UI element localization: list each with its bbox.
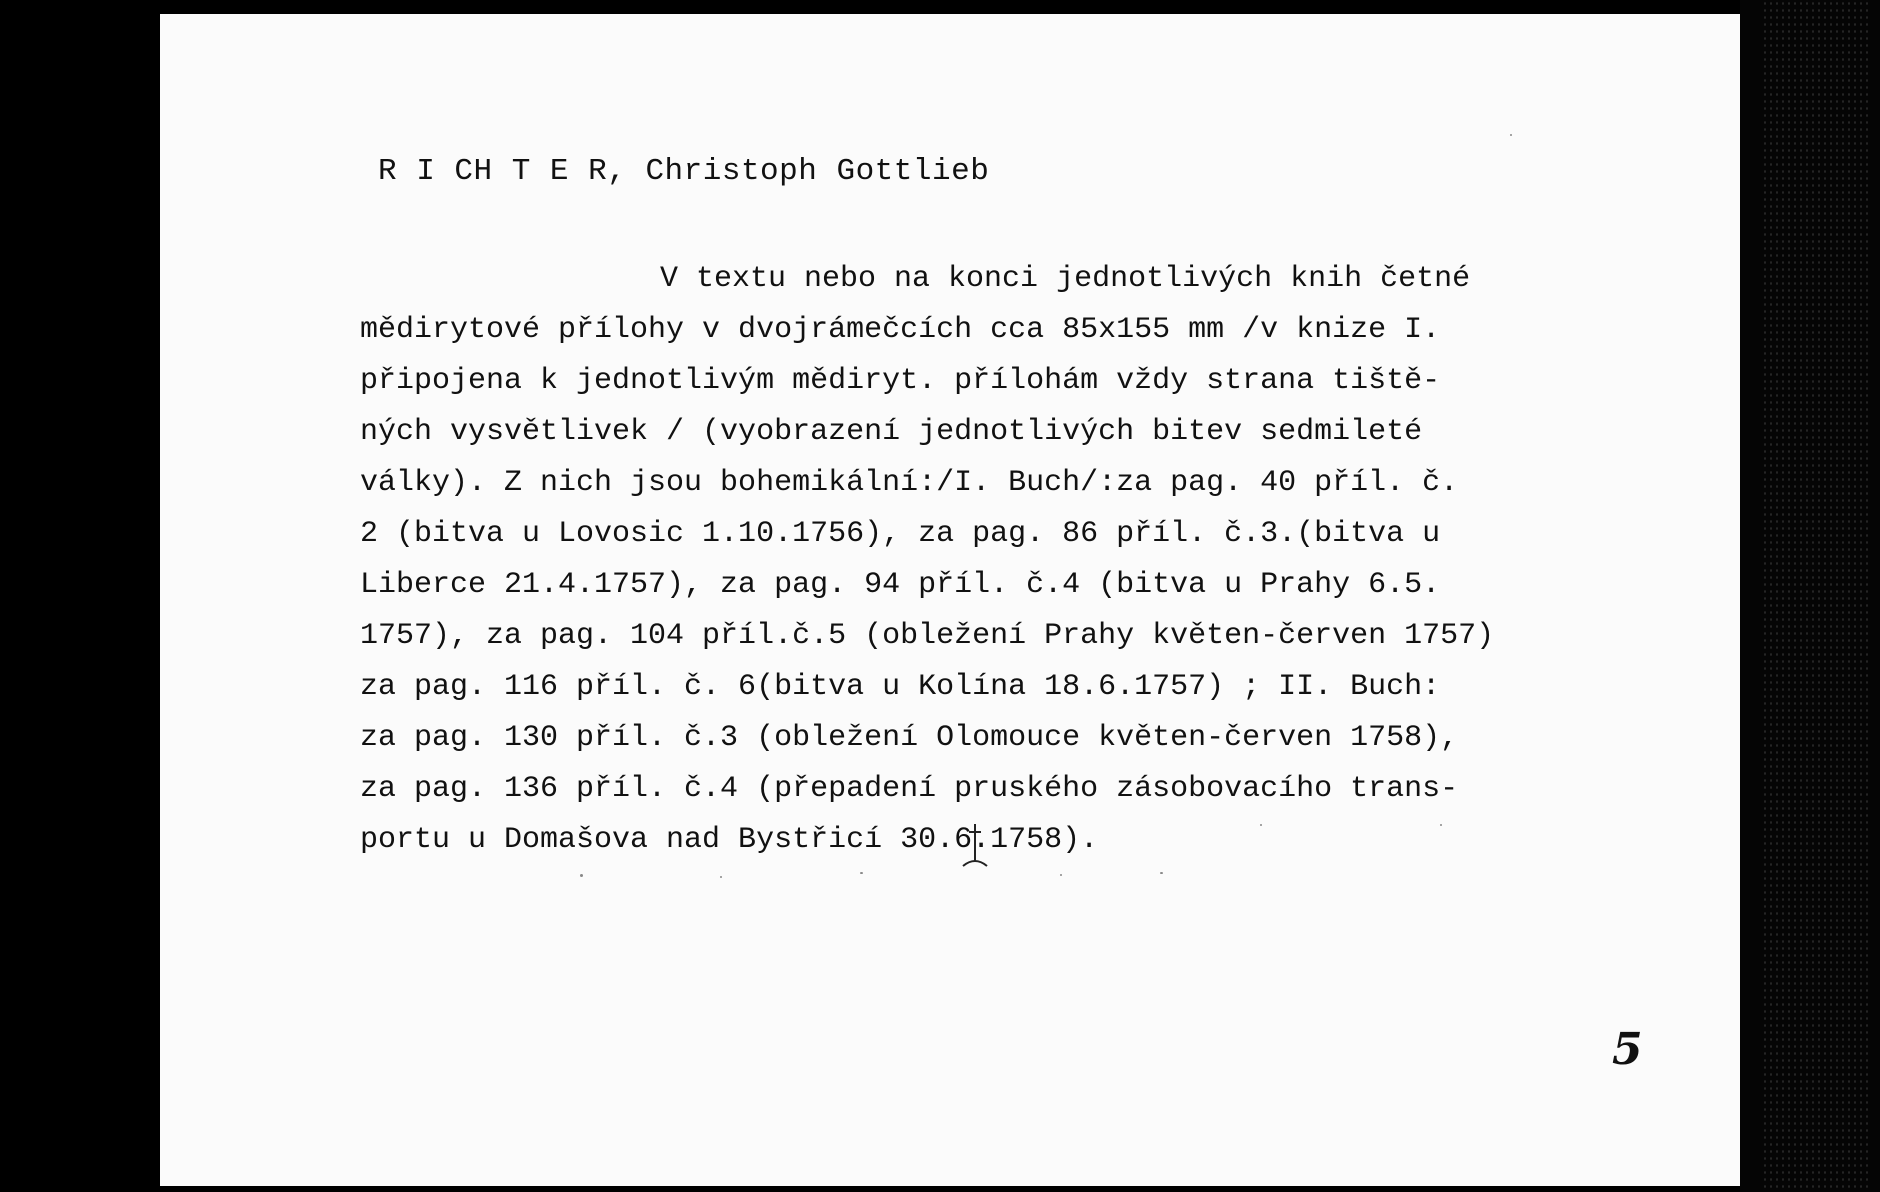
body-line: 1757), za pag. 104 příl.č.5 (obležení Prahy květen-červen 1757): [360, 619, 1495, 653]
card-heading: R I CH T E R, Christoph Gottlieb: [378, 154, 990, 189]
scan-border-left: [0, 0, 160, 1192]
scan-border-right: [1740, 0, 1880, 1192]
scan-noise: [1762, 0, 1872, 1192]
body-line: připojena k jednotlivým mědiryt. přílohám vždy strana tiště-: [360, 364, 1441, 398]
body-line: ných vysvětlivek / (vyobrazení jednotlivých bitev sedmileté: [360, 415, 1423, 449]
body-line: V textu nebo na konci jednotlivých knih četné: [660, 262, 1471, 296]
card-body: [360, 254, 1620, 866]
scan-speck: [1440, 824, 1442, 826]
body-line: za pag. 130 příl. č.3 (obležení Olomouce květen-červen 1758),: [360, 721, 1459, 755]
scan-speck: [1260, 824, 1262, 826]
body-line: za pag. 136 příl. č.4 (přepadení pruského zásobovacího trans-: [360, 772, 1459, 806]
page-number: 5: [1612, 1024, 1643, 1075]
body-line: války). Z nich jsou bohemikální:/I. Buch/:za pag. 40 příl. č.: [360, 466, 1459, 500]
scan-speck: [1060, 874, 1062, 876]
scan-speck: [720, 876, 722, 878]
scan-speck: [1160, 872, 1163, 874]
body-line: mědirytové přílohy v dvojrámečcích cca 85x155 mm /v knize I.: [360, 313, 1441, 347]
card-content: [160, 14, 1740, 1186]
catalog-card: [160, 14, 1740, 1186]
body-line: 2 (bitva u Lovosic 1.10.1756), za pag. 86 příl. č.3.(bitva u: [360, 517, 1441, 551]
body-line: za pag. 116 příl. č. 6(bitva u Kolína 18.6.1757) ; II. Buch:: [360, 670, 1441, 704]
scan-speck: [580, 874, 583, 877]
body-line: Liberce 21.4.1757), za pag. 94 příl. č.4 (bitva u Prahy 6.5.: [360, 568, 1441, 602]
scan-speck: [860, 872, 863, 874]
body-line: portu u Domašova nad Bystřicí 30.6.1758).: [360, 823, 1099, 857]
scan-speck: [1510, 134, 1512, 136]
handwritten-mark: [955, 822, 995, 872]
